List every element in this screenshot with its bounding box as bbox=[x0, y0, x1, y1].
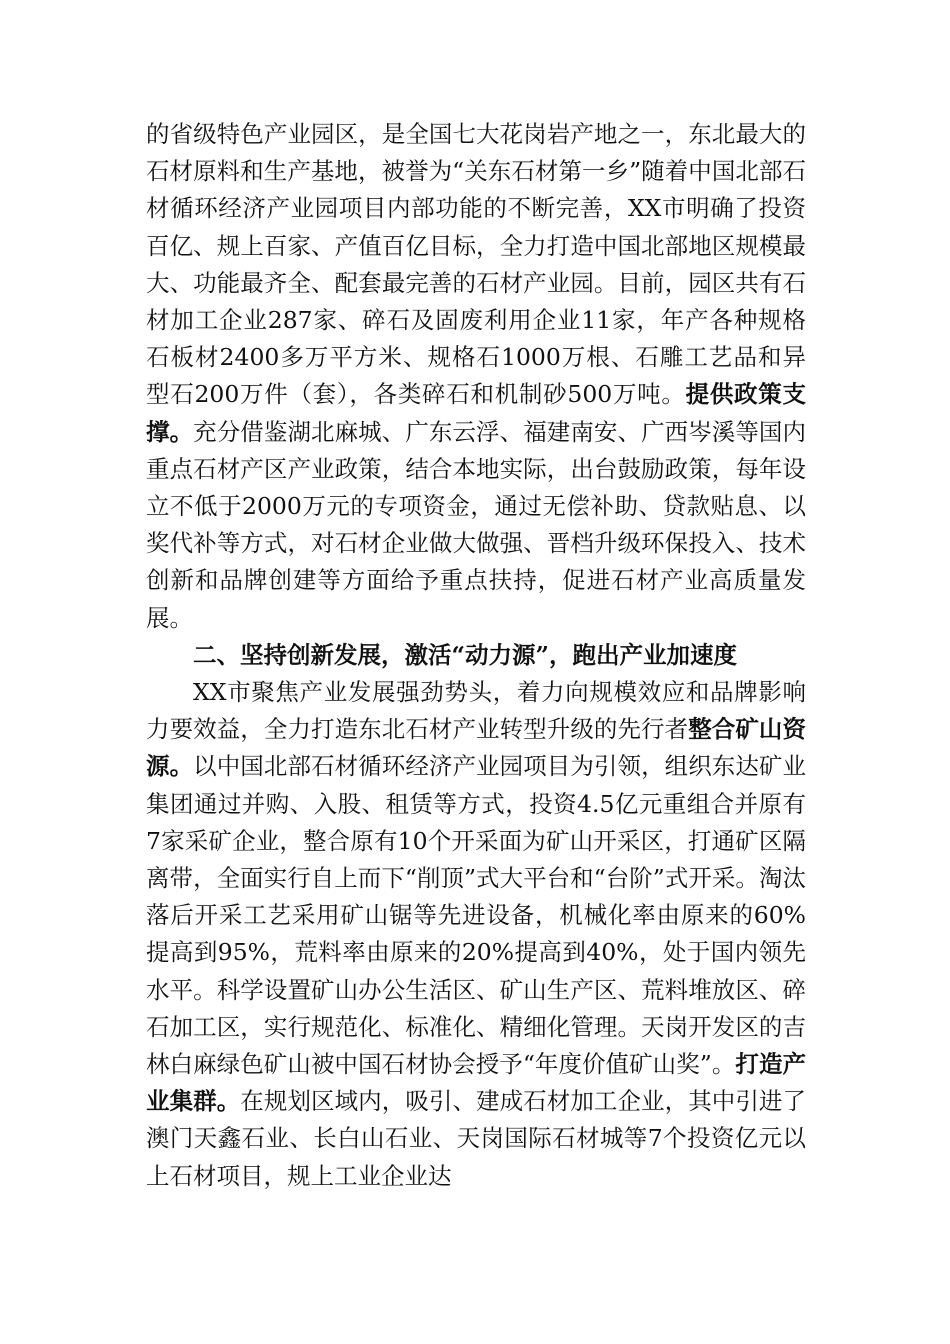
paragraph-text: XX市聚焦产业发展强劲势头，着力向规模效应和品牌影响力要效益，全力打造东北石材产业转型升级的先行者 bbox=[146, 678, 806, 744]
paragraph-innovation bbox=[146, 674, 806, 1195]
paragraph-text: 以中国北部石材循环经济产业园项目为引领，组织东达矿业集团通过并购、入股、租赁等方式，投资4.5亿元重组合并原有7家采矿企业，整合原有10个开采面为矿山开采区，打通矿区隔离带，全面实行自上而下“削顶”式大平台和“台阶”式开采。淘汰落后开采工艺采用矿山锯等先进设备，机械化率由原来的60%提高到95%，荒料率由原来的20%提高到40%，处于国内领先水平。科学设置矿山办公生活区、矿山生产区、荒料堆放区、碎石加工区，实行规范化、标准化、精细化管理。天岗开发区的吉林白麻绿色矿山被中国石材协会授予“年度价值矿山奖”。 bbox=[146, 752, 807, 1079]
paragraph-text: 的省级特色产业园区，是全国七大花岗岩产地之一，东北最大的石材原料和生产基地，被誉为“关东石材第一乡”随着中国北部石材循环经济产业园项目内部功能的不断完善，XX市明确了投资百亿、规上百家、产值百亿目标，全力打造中国北部地区规模最大、功能最齐全、配套最完善的石材产业园。目前，园区共有石材加工企业287家、碎石及固废利用企业11家，年产各种规格石板材2400多万平方米、规格石1000万根、石雕工艺品和异型石200万件（套），各类碎石和机制砂500万吨。 bbox=[146, 120, 806, 409]
paragraph-text: 充分借鉴湖北麻城、广东云浮、福建南安、广西岑溪等国内重点石材产区产业政策，结合本地实际，出台鼓励政策，每年设立不低于2000万元的专项资金，通过无偿补助、贷款贴息、以奖代补等方式，对石材企业做大做强、晋档升级环保投入、技术创新和品牌创建等方面给予重点扶持，促进石材产业高质量发展。 bbox=[146, 417, 807, 632]
bold-phrase-mine-resources: 整合矿山资源。 bbox=[146, 715, 806, 781]
bold-phrase-policy-support: 提供政策支撑。 bbox=[146, 380, 806, 446]
document-body bbox=[146, 116, 806, 1195]
paragraph-policy-support bbox=[146, 116, 806, 637]
bold-phrase-industry-cluster: 打造产业集群。 bbox=[146, 1050, 806, 1116]
section-heading-two: 二、坚持创新发展，激活“动力源”，跑出产业加速度 bbox=[193, 640, 738, 669]
paragraph-text: 在规划区域内，吸引、建成石材加工企业，其中引进了澳门天鑫石业、长白山石业、天岗国际石材城等7个投资亿元以上石材项目，规上工业企业达 bbox=[146, 1087, 806, 1190]
